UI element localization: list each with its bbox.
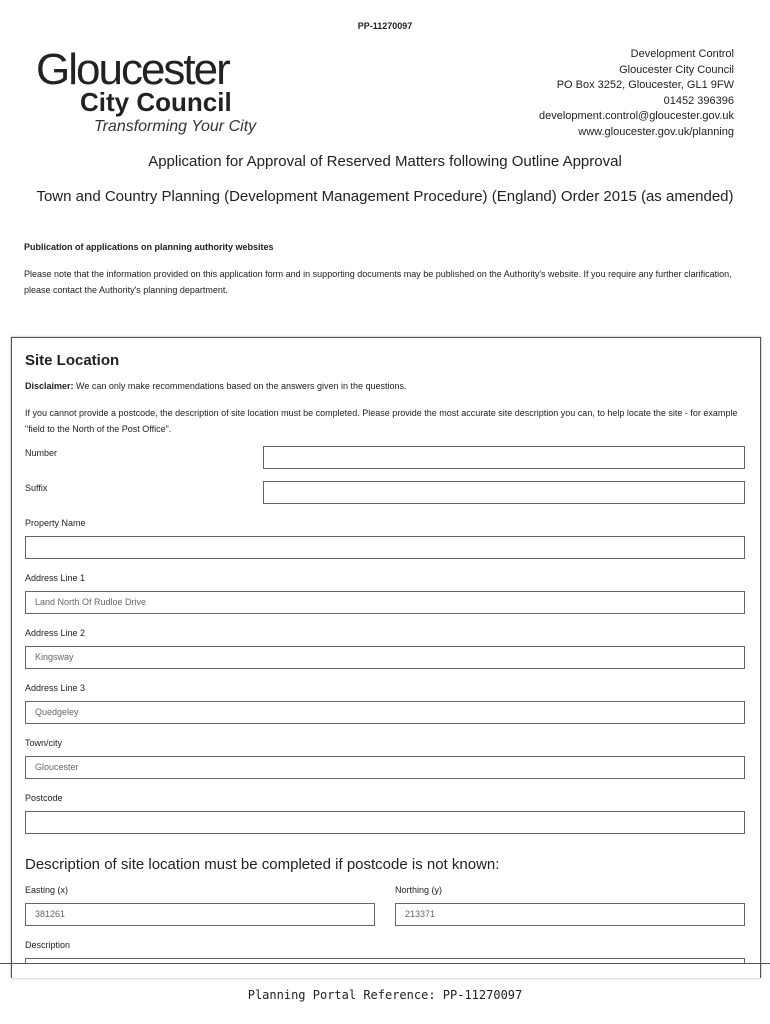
council-logo: [36, 45, 281, 140]
address-line3-input[interactable]: Quedgeley: [25, 701, 745, 724]
site-info-text: If you cannot provide a postcode, the description of site location must be completed. Please provide the most accurate site description you can, to help locate the site - for example "field to the North of the Post Office".: [25, 408, 738, 434]
town-label: Town/city: [25, 738, 63, 748]
postcode-label: Postcode: [25, 793, 63, 803]
address-line3-label: Address Line 3: [25, 683, 86, 693]
disclaimer-text: We can only make recommendations based on the answers given in the questions.: [73, 381, 407, 391]
property-name-input[interactable]: [25, 536, 745, 559]
disclaimer-label: Disclaimer:: [25, 381, 74, 391]
contact-block: [539, 47, 734, 141]
northing-label: Northing (y): [395, 885, 443, 895]
address-line1-label: Address Line 1: [25, 573, 86, 583]
address-line2-input[interactable]: Kingsway: [25, 646, 745, 669]
publication-heading: Publication of applications on planning authority websites: [24, 242, 274, 252]
contact-line: Development Control: [630, 48, 734, 60]
contact-email[interactable]: development.control@gloucester.gov.uk: [538, 110, 734, 123]
contact-line: PO Box 3252, Gloucester, GL1 9FW: [556, 79, 734, 92]
reference-number: PP-11270097: [357, 21, 413, 31]
number-input[interactable]: [263, 446, 745, 469]
contact-line: Gloucester City Council: [619, 63, 734, 76]
page-cut-line: [0, 963, 770, 964]
address-line2-label: Address Line 2: [25, 628, 86, 638]
logo-tagline: Transforming Your City: [94, 118, 257, 135]
number-label: Number: [25, 448, 58, 458]
section-title: Site Location: [25, 352, 120, 369]
form-order-title: Town and Country Planning (Development Management Procedure) (England) Order 2015 (as amended): [36, 188, 734, 205]
form-title: Application for Approval of Reserved Matters following Outline Approval: [148, 153, 622, 170]
suffix-input[interactable]: [263, 481, 745, 504]
easting-input[interactable]: 381261: [25, 903, 375, 926]
address-line1-input[interactable]: Land North Of Rudloe Drive: [25, 591, 745, 614]
easting-label: Easting (x): [25, 885, 69, 895]
publication-text: Please note that the information provided on this application form and in supporting documents may be published on the Authority's website. If you require any further clarification, please contact the Authority's planning department.: [24, 269, 732, 295]
footer-reference: Planning Portal Reference: PP-11270097: [247, 988, 523, 1002]
town-input[interactable]: Gloucester: [25, 756, 745, 779]
disclaimer: [25, 381, 407, 391]
contact-line: 01452 396396: [663, 94, 734, 107]
postcode-input[interactable]: [25, 811, 745, 834]
description-heading: Description of site location must be completed if postcode is not known:: [25, 856, 500, 873]
northing-input[interactable]: 213371: [395, 903, 745, 926]
description-label: Description: [25, 940, 71, 950]
logo-line1: Gloucester: [36, 45, 229, 94]
suffix-label: Suffix: [25, 483, 48, 493]
logo-line2: City Council: [80, 87, 232, 117]
property-name-label: Property Name: [25, 518, 86, 528]
contact-website[interactable]: www.gloucester.gov.uk/planning: [578, 125, 734, 138]
